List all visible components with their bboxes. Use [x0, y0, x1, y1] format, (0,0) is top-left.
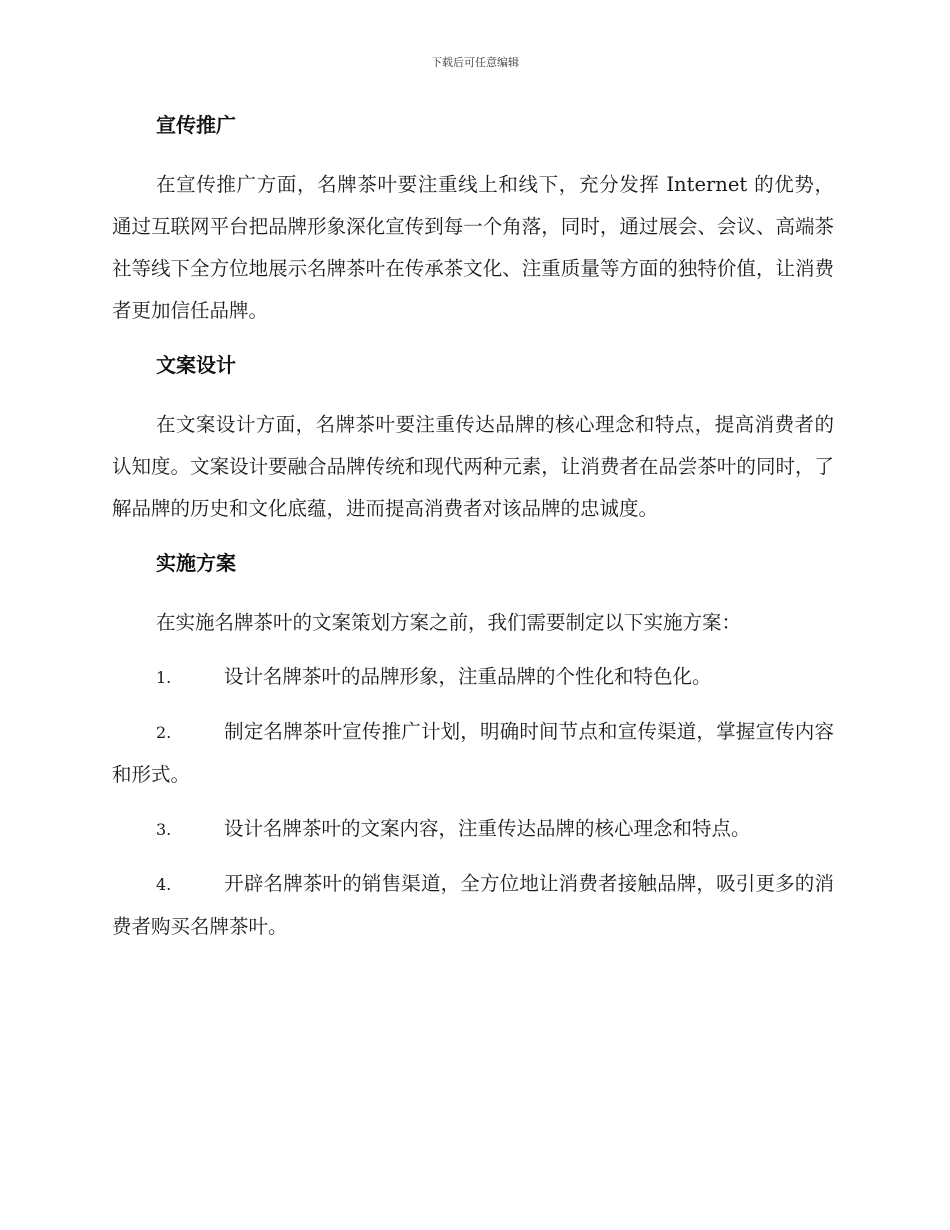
section-paragraph-implementation: 在实施名牌茶叶的文案策划方案之前，我们需要制定以下实施方案： [156, 611, 742, 634]
list-item-text: 开辟名牌茶叶的销售渠道，全方位地让消费者接触品牌，吸引更多的消费者购买名牌茶叶。 [112, 872, 834, 938]
list-item-number: 1. [156, 668, 172, 687]
document-body [112, 110, 834, 960]
section-heading-promotion: 宣传推广 [156, 113, 236, 137]
list-item [112, 656, 834, 699]
list-item-text: 设计名牌茶叶的品牌形象，注重品牌的个性化和特色化。 [224, 665, 712, 688]
list-item [112, 711, 834, 796]
section-paragraph-copywriting: 在文案设计方面，名牌茶叶要注重传达品牌的核心理念和特点，提高消费者的认知度。文案设计要融合品牌传统和现代两种元素，让消费者在品尝茶叶的同时，了解品牌的历史和文化底蕴，进而提高消费者对该品牌的忠诚度。 [112, 413, 834, 520]
list-item-number: 3. [156, 820, 172, 839]
list-item [112, 808, 834, 851]
list-item-number: 2. [156, 723, 172, 742]
section-heading-copywriting: 文案设计 [156, 353, 236, 377]
list-item [112, 863, 834, 948]
list-item-text: 设计名牌茶叶的文案内容，注重传达品牌的核心理念和特点。 [224, 817, 751, 840]
section-heading-implementation: 实施方案 [156, 551, 236, 575]
list-item-number: 4. [156, 875, 172, 894]
section-paragraph-promotion: 在宣传推广方面，名牌茶叶要注重线上和线下，充分发挥 Internet 的优势，通过互联网平台把品牌形象深化宣传到每一个角落，同时，通过展会、会议、高端茶社等线下全方位地展示名牌茶叶在传承茶文化、注重质量等方面的独特价值，让消费者更加信任品牌。 [112, 173, 834, 322]
list-item-text: 制定名牌茶叶宣传推广计划，明确时间节点和宣传渠道，掌握宣传内容和形式。 [112, 720, 834, 786]
page-header: 下载后可任意编辑 [431, 56, 519, 69]
plan-list [112, 656, 834, 948]
